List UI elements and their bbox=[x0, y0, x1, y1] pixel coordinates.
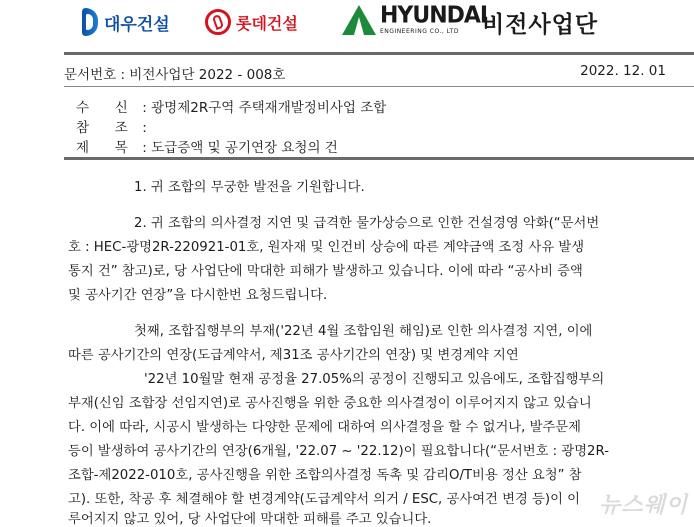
daewoo-logo bbox=[82, 6, 170, 38]
hyundai-logo bbox=[342, 4, 487, 36]
vision-logo bbox=[482, 6, 598, 38]
recipient-label: 수 신 bbox=[76, 100, 128, 116]
doc-date: 2022. 12. 01 bbox=[580, 63, 666, 79]
subject-value: : 도급증액 및 공기연장 요청의 건 bbox=[142, 140, 338, 156]
paragraph-2-line-3: 통지 건” 참고)로, 당 사업단에 막대한 피해가 발생하고 있습니다. 이에 따라 “공사비 증액 bbox=[68, 264, 583, 279]
lotte-logo bbox=[205, 6, 298, 38]
paragraph-4-line-3: 다. 이에 따라, 시공시 발생하는 다양한 문제에 대하여 의사결정을 할 수 없거나, 발주문제 bbox=[68, 420, 581, 435]
hyundai-logo-text: HYUNDAI bbox=[380, 2, 488, 29]
paragraph-2-line-4: 및 공사기간 연장”을 다시한번 요청드립니다. bbox=[68, 288, 328, 303]
paragraph-3-line-1: 첫째, 조합집행부의 부재('22년 4월 조합임원 해임)로 인한 의사결정 지연, 이에 bbox=[134, 324, 593, 339]
hyundai-logo-subtext: ENGINEERING CO., LTD bbox=[380, 28, 459, 35]
header-divider-top bbox=[64, 52, 694, 55]
doc-number: 문서번호 : 비전사업단 2022 - 008호 bbox=[64, 67, 286, 83]
daewoo-logo-icon bbox=[82, 8, 98, 36]
paragraph-4-line-5: 조합-제2022-010호, 공사진행을 위한 조합의사결정 독촉 및 감리O/T비용 정산 요청” 참 bbox=[68, 468, 582, 483]
paragraph-3-line-2: 따른 공사기간의 연장(도급계약서, 제31조 공사기간의 연장) 및 변경계약 지연 bbox=[68, 348, 519, 363]
reference-value: : bbox=[142, 120, 147, 136]
recipient-value: : 광명제2R구역 주택재개발정비사업 조합 bbox=[142, 100, 387, 116]
header-divider-bottom bbox=[64, 157, 694, 160]
paragraph-2-line-1: 2. 귀 조합의 의사결정 지연 및 급격한 물가상승으로 인한 건설경영 악화(“문서번 bbox=[134, 216, 600, 231]
lotte-logo-icon bbox=[205, 9, 231, 35]
recipient-row bbox=[76, 96, 386, 116]
header-divider-mid bbox=[64, 86, 694, 87]
paragraph-2-line-2: 호 : HEC-광명2R-220921-01호, 원자재 및 인건비 상승에 따른 계약금액 조정 사유 발생 bbox=[68, 240, 585, 255]
lotte-logo-text: 롯데건설 bbox=[236, 13, 298, 33]
paragraph-4-line-4: 등이 발생하여 공사기간의 연장(6개월, '22.07 ~ '22.12)이 필요합니다(“문서번호 : 광명2R- bbox=[68, 444, 610, 459]
hyundai-logo-icon bbox=[342, 5, 376, 35]
paragraph-4-line-7: 루어지지 않고 있어, 당 사업단에 막대한 피해를 주고 있습니다. bbox=[68, 512, 432, 527]
vision-logo-text: 비전사업단 bbox=[482, 11, 599, 38]
paragraph-1: 1. 귀 조합의 무궁한 발전을 기원합니다. bbox=[134, 180, 365, 195]
newsway-watermark: 뉴스웨이 bbox=[598, 493, 688, 518]
reference-label: 참 조 bbox=[76, 120, 128, 136]
paragraph-4-line-1: '22년 10월말 현재 공정율 27.05%의 공정이 진행되고 있음에도, 조합집행부의 bbox=[144, 372, 605, 387]
paragraph-4-line-6: 고). 또한, 착공 후 체결해야 할 변경계약(도급계약서 의거 / ESC, 공사여건 변경 등)이 이 bbox=[68, 492, 580, 507]
subject-row bbox=[76, 136, 338, 156]
subject-label: 제 목 bbox=[76, 140, 128, 156]
reference-row bbox=[76, 116, 147, 136]
daewoo-logo-text: 대우건설 bbox=[104, 14, 170, 35]
paragraph-4-line-2: 부재(신임 조합장 선임지연)로 공사진행을 위한 중요한 의사결정이 이루어지지 않고 있습니 bbox=[68, 396, 592, 411]
logo-bar bbox=[0, 0, 694, 48]
